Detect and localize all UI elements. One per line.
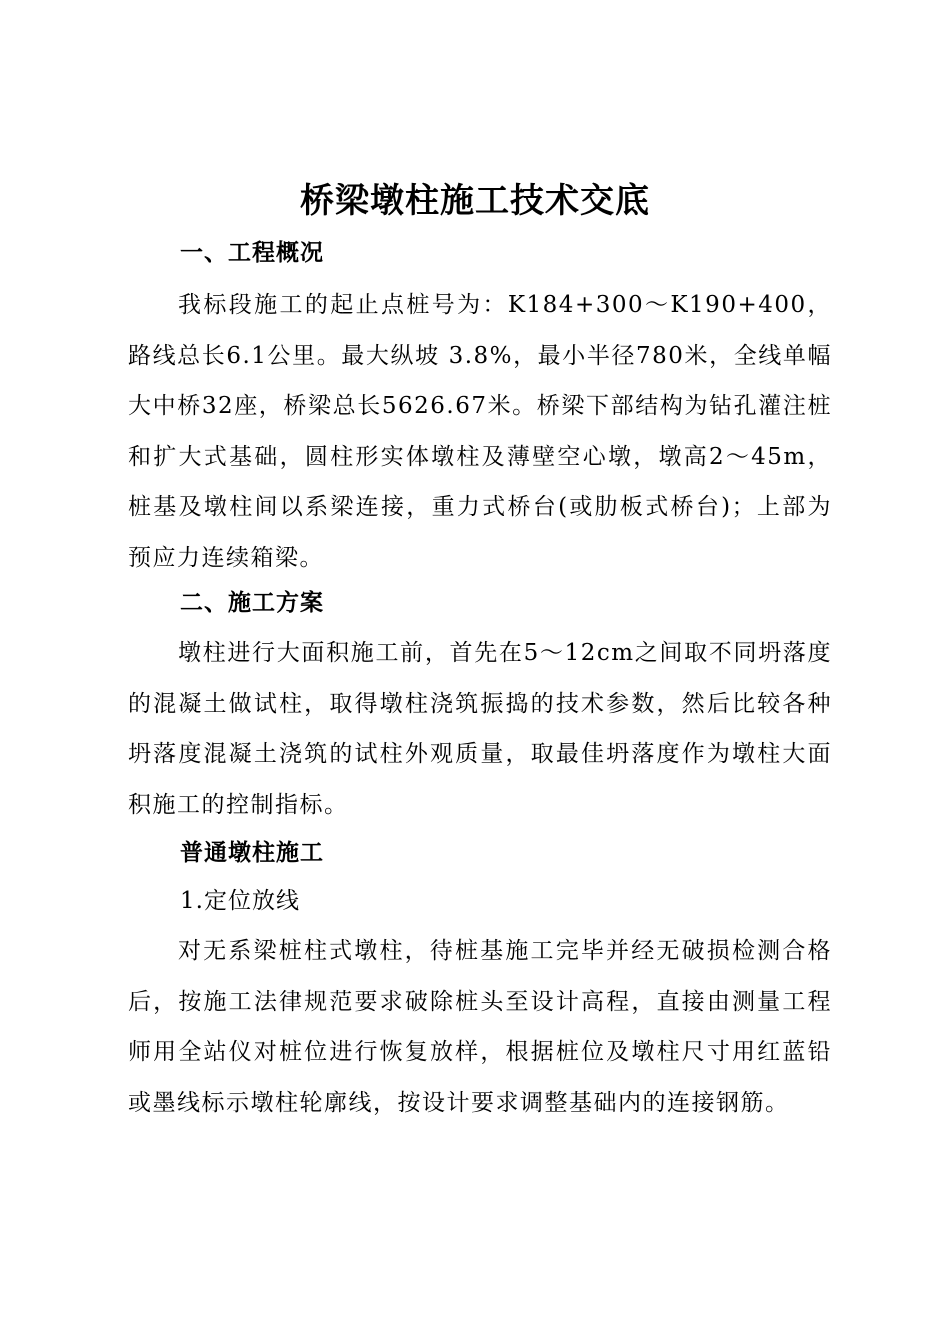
item-positioning-title: 1.定位放线 (180, 888, 300, 914)
section-heading-plan: 二、施工方案 (180, 589, 324, 616)
plan-paragraph: 墩柱进行大面积施工前，首先在5～12cm之间取不同坍落度的混凝土做试柱，取得墩柱浇筑振捣的技术参数，然后比较各种坍落度混凝土浇筑的试柱外观质量，取最佳坍落度作为墩柱大面积施工的控制指标。 (128, 640, 832, 818)
overview-paragraph: 我标段施工的起止点桩号为：K184+300～K190+400，路线总长6.1公里。最大纵坡 3.8%，最小半径780米，全线单幅大中桥32座，桥梁总长5626.67米。桥梁下部结构为钻孔灌注桩和扩大式基础，圆柱形实体墩柱及薄壁空心墩，墩高2～45m，桩基及墩柱间以系梁连接，重力式桥台(或肋板式桥台)；上部为预应力连续箱梁。 (128, 292, 832, 571)
section-heading-ordinary-pier: 普通墩柱施工 (180, 839, 324, 866)
positioning-paragraph: 对无系梁桩柱式墩柱，待桩基施工完毕并经无破损检测合格后，按施工法律规范要求破除桩头至设计高程，直接由测量工程师用全站仪对桩位进行恢复放样，根据桩位及墩柱尺寸用红蓝铅或墨线标示墩柱轮廓线，按设计要求调整基础内的连接钢筋。 (128, 938, 832, 1116)
section-heading-overview: 一、工程概况 (180, 239, 324, 266)
document-title: 桥梁墩柱施工技术交底 (300, 181, 650, 221)
